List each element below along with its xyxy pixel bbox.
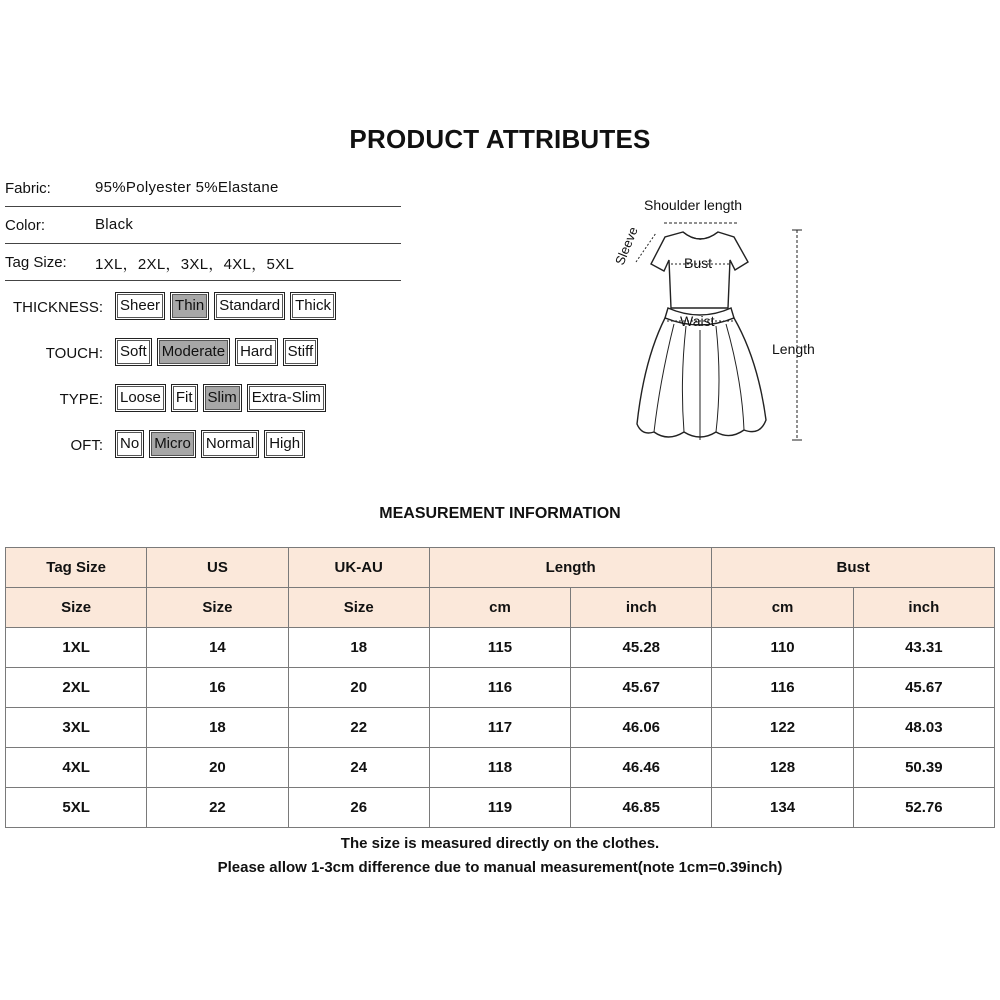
- oft-option-high[interactable]: High: [264, 430, 305, 458]
- length-label: Length: [772, 341, 815, 357]
- tag-size-row: [5, 243, 401, 281]
- table-cell: 2XL: [6, 668, 147, 708]
- table-cell: 117: [429, 708, 570, 748]
- bust-label: Bust: [684, 255, 713, 271]
- table-cell: 116: [429, 668, 570, 708]
- table-cell: 26: [288, 788, 429, 828]
- oft-option-no[interactable]: No: [115, 430, 144, 458]
- shoulder-length-label: Shoulder length: [644, 197, 743, 213]
- touch-option-soft[interactable]: Soft: [115, 338, 152, 366]
- table-cell: 48.03: [853, 708, 994, 748]
- table-cell: 20: [288, 668, 429, 708]
- subheader-cell: cm: [429, 588, 570, 628]
- page-title: PRODUCT ATTRIBUTES: [349, 124, 651, 154]
- touch-label: TOUCH:: [45, 345, 103, 362]
- table-cell: 46.06: [571, 708, 712, 748]
- table-cell: 20: [147, 748, 288, 788]
- type-option-slim[interactable]: Slim: [203, 384, 242, 412]
- type-options: [115, 384, 326, 412]
- oft-option-normal[interactable]: Normal: [201, 430, 259, 458]
- measurement-title: MEASUREMENT INFORMATION: [379, 505, 621, 522]
- table-row: [6, 628, 995, 668]
- header-us: US: [147, 548, 288, 588]
- table-cell: 118: [429, 748, 570, 788]
- measurement-table: [5, 547, 995, 828]
- table-cell: 3XL: [6, 708, 147, 748]
- header-tag-size: Tag Size: [6, 548, 147, 588]
- table-cell: 22: [288, 708, 429, 748]
- sleeve-label: Sleeve: [611, 224, 641, 268]
- table-row: [6, 708, 995, 748]
- table-cell: 119: [429, 788, 570, 828]
- type-option-loose[interactable]: Loose: [115, 384, 166, 412]
- oft-label: OFT:: [70, 437, 103, 454]
- subheader-cell: Size: [147, 588, 288, 628]
- note-line-1: The size is measured directly on the clothes.: [340, 835, 660, 852]
- color-label: Color:: [5, 217, 46, 234]
- thickness-options: [115, 292, 336, 320]
- table-cell: 115: [429, 628, 570, 668]
- thickness-option-thin[interactable]: Thin: [170, 292, 209, 320]
- waist-label: Waist: [680, 313, 715, 329]
- type-option-extra-slim[interactable]: Extra-Slim: [247, 384, 326, 412]
- table-cell: 52.76: [853, 788, 994, 828]
- table-cell: 128: [712, 748, 853, 788]
- thickness-option-thick[interactable]: Thick: [290, 292, 336, 320]
- fabric-label: Fabric:: [5, 180, 51, 197]
- table-cell: 1XL: [6, 628, 147, 668]
- table-header-row: [6, 548, 995, 588]
- note-line-2: Please allow 1-3cm difference due to manual measurement(note 1cm=0.39inch): [217, 859, 783, 876]
- header-bust: Bust: [712, 548, 995, 588]
- table-cell: 134: [712, 788, 853, 828]
- table-cell: 45.67: [571, 668, 712, 708]
- subheader-cell: Size: [6, 588, 147, 628]
- table-cell: 4XL: [6, 748, 147, 788]
- table-row: [6, 668, 995, 708]
- touch-options: [115, 338, 318, 366]
- subheader-cell: Size: [288, 588, 429, 628]
- color-value: Black: [95, 216, 134, 233]
- table-cell: 116: [712, 668, 853, 708]
- color-row: [5, 206, 401, 244]
- table-cell: 14: [147, 628, 288, 668]
- fabric-row: [5, 169, 401, 207]
- table-cell: 16: [147, 668, 288, 708]
- oft-option-micro[interactable]: Micro: [149, 430, 196, 458]
- thickness-option-standard[interactable]: Standard: [214, 292, 285, 320]
- table-cell: 46.85: [571, 788, 712, 828]
- tag-size-value: 1XL，2XL，3XL，4XL，5XL: [95, 256, 295, 273]
- table-cell: 122: [712, 708, 853, 748]
- thickness-label: THICKNESS:: [12, 299, 103, 316]
- table-row: [6, 748, 995, 788]
- dress-diagram: [600, 190, 840, 450]
- table-cell: 5XL: [6, 788, 147, 828]
- table-cell: 18: [288, 628, 429, 668]
- table-cell: 18: [147, 708, 288, 748]
- subheader-cell: inch: [853, 588, 994, 628]
- table-cell: 110: [712, 628, 853, 668]
- dress-skirt: [637, 318, 766, 437]
- sleeve-line: [636, 233, 656, 262]
- table-cell: 22: [147, 788, 288, 828]
- touch-option-stiff[interactable]: Stiff: [283, 338, 319, 366]
- type-option-fit[interactable]: Fit: [171, 384, 198, 412]
- table-cell: 46.46: [571, 748, 712, 788]
- table-subheader-row: [6, 588, 995, 628]
- header-length: Length: [429, 548, 712, 588]
- table-cell: 50.39: [853, 748, 994, 788]
- fabric-value: 95%Polyester 5%Elastane: [95, 179, 279, 196]
- subheader-cell: inch: [571, 588, 712, 628]
- touch-option-hard[interactable]: Hard: [235, 338, 278, 366]
- tag-size-label: Tag Size:: [5, 254, 67, 271]
- table-cell: 24: [288, 748, 429, 788]
- touch-option-moderate[interactable]: Moderate: [157, 338, 230, 366]
- oft-options: [115, 430, 305, 458]
- type-label: TYPE:: [59, 391, 103, 408]
- header-uk-au: UK-AU: [288, 548, 429, 588]
- table-cell: 45.67: [853, 668, 994, 708]
- table-cell: 45.28: [571, 628, 712, 668]
- thickness-option-sheer[interactable]: Sheer: [115, 292, 165, 320]
- table-cell: 43.31: [853, 628, 994, 668]
- subheader-cell: cm: [712, 588, 853, 628]
- table-row: [6, 788, 995, 828]
